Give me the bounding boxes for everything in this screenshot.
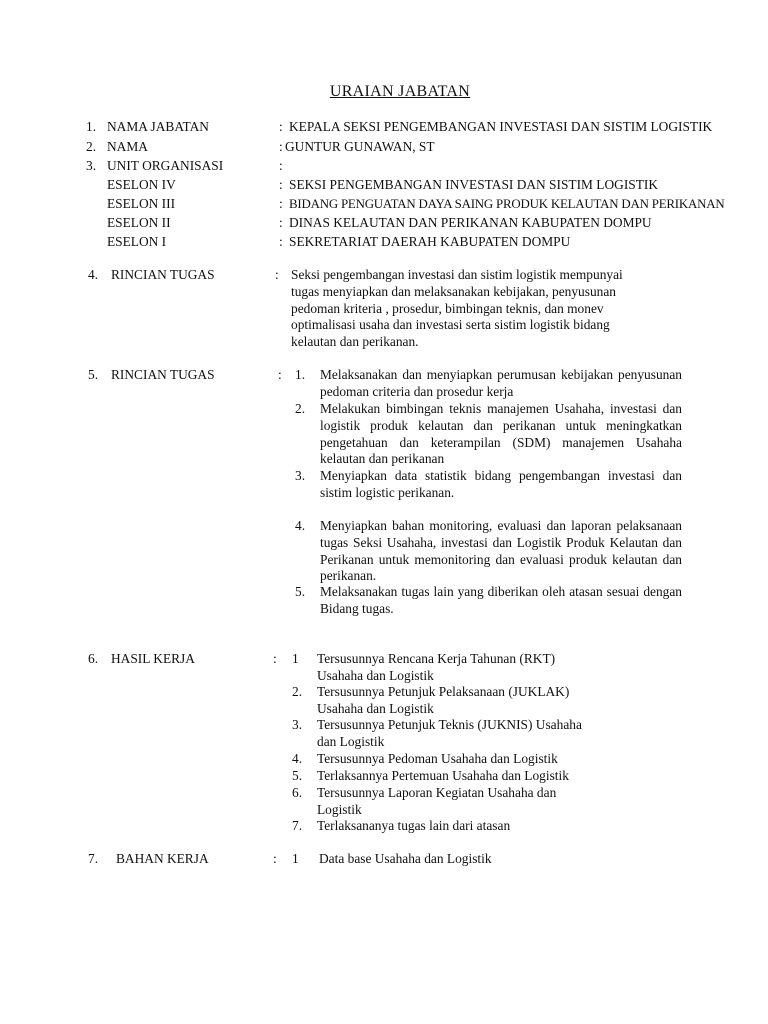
list-item-text xyxy=(317,651,555,685)
list-item-number: 1. xyxy=(295,367,306,382)
list-item-line: Tersusunnya Laporan Kegiatan Usahaha dan xyxy=(317,785,557,800)
row-colon: : xyxy=(279,177,283,192)
row-value: SEKRETARIAT DAERAH KABUPATEN DOMPU xyxy=(289,234,571,249)
list-item-text: Menyiapkan data statistik bidang pengembangan investasi dan sistim logistic perikanan. xyxy=(320,468,682,500)
row-label: ESELON I xyxy=(107,234,167,249)
section-colon: : xyxy=(278,367,282,382)
section-colon: : xyxy=(273,851,277,866)
document-title: URAIAN JABATAN xyxy=(329,83,471,100)
list-item-number: 2. xyxy=(295,401,306,416)
list-item-line: Tersusunnya Rencana Kerja Tahunan (RKT) xyxy=(317,651,556,666)
list-item-text xyxy=(317,751,558,768)
list-item-line: Usahaha dan Logistik xyxy=(317,667,434,683)
list-item-number: 1 xyxy=(292,651,299,666)
list-item-text: Melakukan bimbingan teknis manajemen Usahaha, investasi dan logistik produk kelautan dan perikanan untuk meningkatkan pengetahuan dan keterampilan (SDM) manajemen Usahaha kelautan dan perikanan xyxy=(320,401,682,467)
paragraph-line: kelautan dan perikanan. xyxy=(291,334,419,350)
section-label: RINCIAN TUGAS xyxy=(111,367,215,382)
paragraph-line: pedoman kriteria , prosedur, bimbingan teknis, dan monev xyxy=(291,300,604,316)
list-item-text: Melaksanakan tugas lain yang diberikan oleh atasan sesuai dengan Bidang tugas. xyxy=(320,584,682,616)
list-item-line: dan Logistik xyxy=(317,733,385,749)
row-label: ESELON III xyxy=(107,196,176,211)
section-paragraph xyxy=(291,267,623,351)
section-number: 7. xyxy=(88,851,99,866)
list-item-number: 5. xyxy=(292,768,303,783)
section-label: BAHAN KERJA xyxy=(116,851,209,866)
section-colon: : xyxy=(275,267,279,282)
row-colon: : xyxy=(279,196,283,211)
list-item-number: 3. xyxy=(295,468,306,483)
list-item-number: 3. xyxy=(292,717,303,732)
row-value: KEPALA SEKSI PENGEMBANGAN INVESTASI DAN SISTIM LOGISTIK xyxy=(289,119,713,134)
list-item-text: Data base Usahaha dan Logistik xyxy=(319,851,492,866)
list-item-text: Melaksanakan dan menyiapkan perumusan kebijakan penyusunan pedoman criteria dan prosedur kerja xyxy=(320,367,682,399)
row-colon: : xyxy=(279,234,283,249)
paragraph-line: Seksi pengembangan investasi dan sistim logistik mempunyai xyxy=(291,267,623,282)
list-item-text xyxy=(317,818,510,835)
list-item-number: 4. xyxy=(292,751,303,766)
list-item-text xyxy=(317,768,569,785)
list-item-line: Usahaha dan Logistik xyxy=(317,700,434,716)
section-label: HASIL KERJA xyxy=(111,651,195,666)
paragraph-line: tugas menyiapkan dan melaksanakan kebijakan, penyusunan xyxy=(291,283,616,299)
section-colon: : xyxy=(273,651,277,666)
list-item-number: 4. xyxy=(295,518,306,533)
row-number: 1. xyxy=(86,119,97,134)
section-number: 4. xyxy=(88,267,99,282)
row-label: ESELON II xyxy=(107,215,171,230)
row-number: 2. xyxy=(86,139,97,154)
list-item-text xyxy=(317,785,556,819)
row-colon: : xyxy=(279,119,283,134)
row-colon: : xyxy=(279,158,283,173)
row-label: NAMA JABATAN xyxy=(107,119,209,134)
section-label: RINCIAN TUGAS xyxy=(111,267,215,282)
list-item-number: 1 xyxy=(292,851,299,866)
row-label: UNIT ORGANISASI xyxy=(107,158,224,173)
row-label: ESELON IV xyxy=(107,177,176,192)
section-number: 6. xyxy=(88,651,99,666)
row-value: DINAS KELAUTAN DAN PERIKANAN KABUPATEN DOMPU xyxy=(289,215,652,230)
row-colon: : xyxy=(279,139,283,154)
list-item-number: 6. xyxy=(292,785,303,800)
list-item-number: 2. xyxy=(292,684,303,699)
list-item-line: Tersusunnya Petunjuk Teknis (JUKNIS) Usahaha xyxy=(317,717,582,732)
list-item-line: Logistik xyxy=(317,801,362,817)
list-item-line: Tersusunnya Petunjuk Pelaksanaan (JUKLAK) xyxy=(317,684,570,699)
row-value: SEKSI PENGEMBANGAN INVESTASI DAN SISTIM LOGISTIK xyxy=(289,177,659,192)
row-colon: : xyxy=(279,215,283,230)
row-number: 3. xyxy=(86,158,97,173)
list-item-line: Tersusunnya Pedoman Usahaha dan Logistik xyxy=(317,751,558,766)
list-item-text: Menyiapkan bahan monitoring, evaluasi dan laporan pelaksanaan tugas Seksi Usahaha, investasi dan Logistik Produk Kelautan dan Perikanan untuk memonitoring dan evaluasi produk kelautan dan perikanan. xyxy=(320,518,682,584)
list-item-text xyxy=(317,717,582,751)
row-label: NAMA xyxy=(107,139,148,154)
row-value: GUNTUR GUNAWAN, ST xyxy=(285,139,435,154)
list-item-number: 7. xyxy=(292,818,303,833)
list-item-line: Terlaksananya tugas lain dari atasan xyxy=(317,818,511,833)
list-item-number: 5. xyxy=(295,584,306,599)
paragraph-line: optimalisasi usaha dan investasi serta sistim logistik bidang xyxy=(291,317,610,333)
section-number: 5. xyxy=(88,367,99,382)
row-value: BIDANG PENGUATAN DAYA SAING PRODUK KELAUTAN DAN PERIKANAN xyxy=(289,197,725,211)
list-item-text xyxy=(317,684,569,718)
list-item-line: Terlaksannya Pertemuan Usahaha dan Logistik xyxy=(317,768,569,783)
